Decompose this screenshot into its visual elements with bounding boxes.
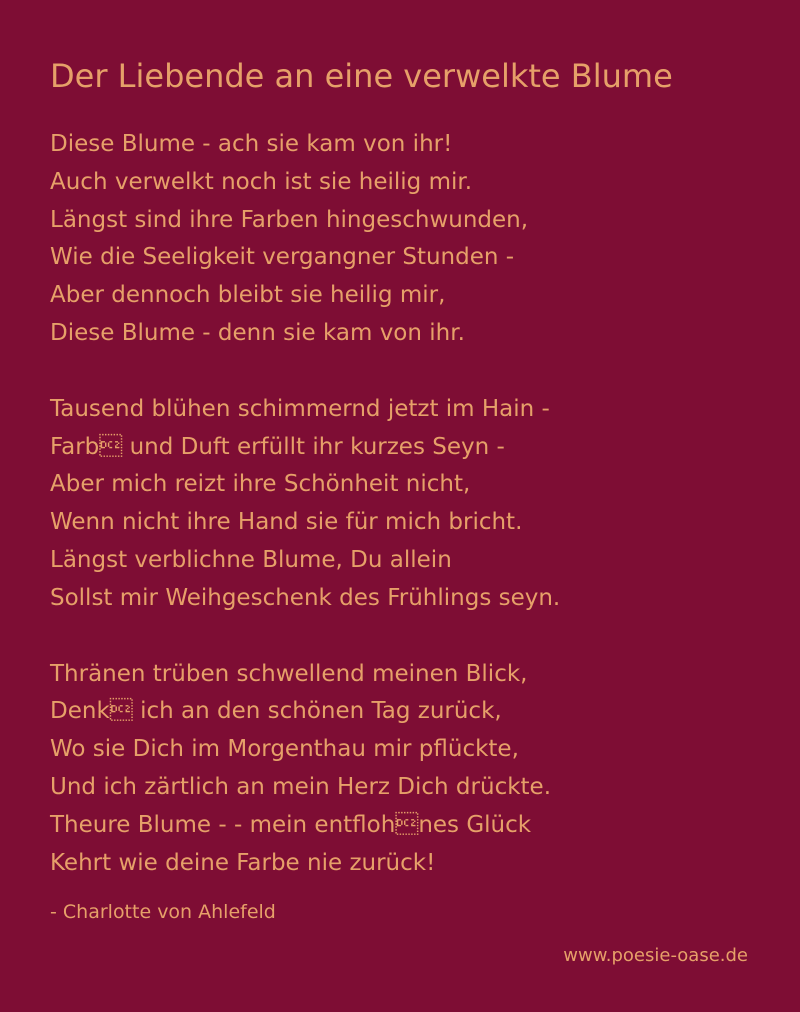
poem-line: Theure Blume - - mein entflohnes Glück xyxy=(50,811,532,838)
poem-line: Aber dennoch bleibt sie heilig mir, xyxy=(50,282,446,309)
poem-line: Thränen trüben schwellend meinen Blick, xyxy=(50,660,528,687)
poem-line: Auch verwelkt noch ist sie heilig mir. xyxy=(50,168,473,195)
poem-title: Der Liebende an eine verwelkte Blume xyxy=(50,57,673,95)
poem-line: Denk ich an den schönen Tag zurück, xyxy=(50,698,502,725)
stanza xyxy=(50,656,770,883)
poem-line: Sollst mir Weihgeschenk des Frühlings seyn. xyxy=(50,584,561,611)
poem-line: Farb und Duft erfüllt ihr kurzes Seyn - xyxy=(50,433,505,460)
poem-line: Kehrt wie deine Farbe nie zurück! xyxy=(50,849,436,876)
stanza xyxy=(50,126,770,353)
poem-line: Wie die Seeligkeit vergangner Stunden - xyxy=(50,244,515,271)
website-url: www.poesie-oase.de xyxy=(563,945,748,966)
poem-line: Tausend blühen schimmernd jetzt im Hain - xyxy=(50,395,550,422)
stanza xyxy=(50,391,770,618)
poem-line: Längst sind ihre Farben hingeschwunden, xyxy=(50,206,529,233)
poem-line: Längst verblichne Blume, Du allein xyxy=(50,546,452,573)
poem-line: Wenn nicht ihre Hand sie für mich bricht. xyxy=(50,509,523,536)
poem-line: Aber mich reizt ihre Schönheit nicht, xyxy=(50,471,471,498)
poem-body xyxy=(50,126,770,920)
poem-line: Diese Blume - ach sie kam von ihr! xyxy=(50,131,453,157)
poem-line: Wo sie Dich im Morgenthau mir pflückte, xyxy=(50,736,519,763)
poem-author: - Charlotte von Ahlefeld xyxy=(50,901,276,923)
poem-line: Diese Blume - denn sie kam von ihr. xyxy=(50,319,465,346)
poem-line: Und ich zärtlich an mein Herz Dich drückte. xyxy=(50,773,552,800)
